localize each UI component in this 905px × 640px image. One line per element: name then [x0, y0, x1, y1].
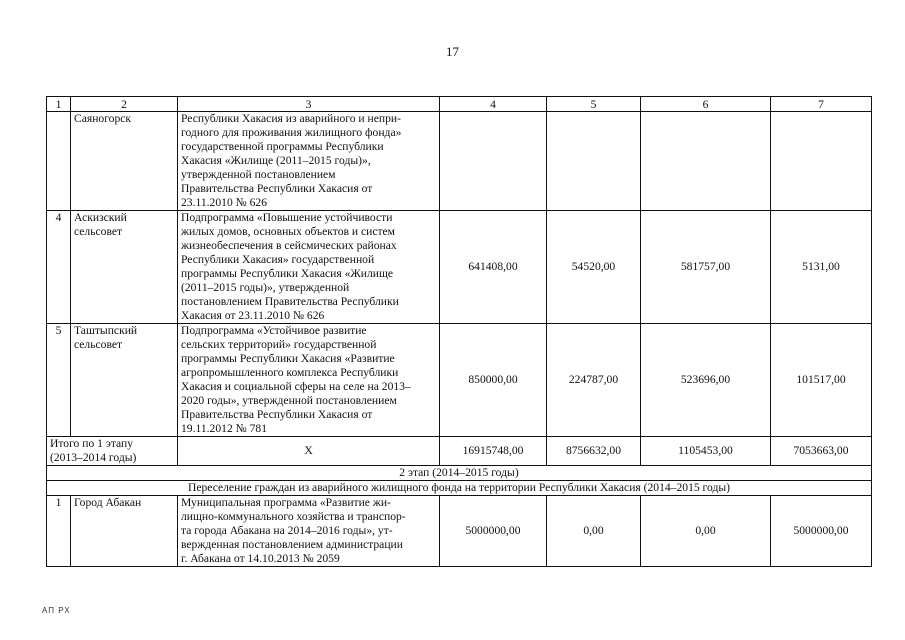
- program-line: Хакасия и социальной сферы на селе на 2013–: [181, 380, 411, 393]
- amount-col5: 54520,00: [547, 211, 641, 324]
- column-header: 2: [71, 97, 178, 112]
- table-row-askiz: [47, 211, 872, 324]
- program-description: [178, 324, 440, 437]
- program-line: г. Абакана от 14.10.2013 № 2059: [181, 552, 340, 565]
- program-line: агропромышленного комплекса Республики: [181, 366, 399, 379]
- total-col6: 1105453,00: [641, 437, 771, 466]
- program-line: годного для проживания жилищного фонда»: [181, 126, 402, 139]
- total-col7: 7053663,00: [771, 437, 872, 466]
- program-line: Правительства Республики Хакасия от: [181, 408, 373, 421]
- program-line: утвержденной постановлением: [181, 168, 336, 181]
- program-line: Правительства Республики Хакасия от: [181, 182, 373, 195]
- resettlement-heading: Переселение граждан из аварийного жилищного фонда на территории Республики Хакасия (2014–2015 годы): [47, 481, 872, 496]
- resettlement-heading-row: [47, 481, 872, 496]
- amount-total: 850000,00: [440, 324, 547, 437]
- amount-total: 5000000,00: [440, 496, 547, 567]
- table-row-tashtyp: [47, 324, 872, 437]
- total-amount: 16915748,00: [440, 437, 547, 466]
- program-line: та города Абакана на 2014–2016 годы», ут-: [181, 524, 393, 537]
- row-number: 1: [47, 496, 71, 567]
- table-row-abakan: [47, 496, 872, 567]
- total-label: Итого по 1 этапу (2013–2014 годы): [47, 437, 178, 466]
- program-line: жизнеобеспечения в сейсмических районах: [181, 239, 397, 252]
- column-header: 5: [547, 97, 641, 112]
- program-line: лищно-коммунального хозяйства и транспор-: [181, 510, 406, 523]
- amount-col6: 523696,00: [641, 324, 771, 437]
- housing-program-table: [46, 96, 872, 567]
- stage2-heading-row: [47, 466, 872, 481]
- program-line: (2011–2015 годы)», утвержденной: [181, 281, 350, 294]
- table-row-stage1-total: [47, 437, 872, 466]
- column-header: 6: [641, 97, 771, 112]
- total-col5: 8756632,00: [547, 437, 641, 466]
- table-row-sayanogorsk-continued: [47, 112, 872, 211]
- program-description: [178, 496, 440, 567]
- program-line: постановлением Правительства Республики: [181, 295, 399, 308]
- page-number: 17: [446, 44, 459, 59]
- municipality-name: Город Абакан: [71, 496, 178, 567]
- program-line: 2020 годы», утвержденной постановлением: [181, 394, 397, 407]
- program-line: 23.11.2010 № 626: [181, 196, 267, 209]
- column-header: 4: [440, 97, 547, 112]
- program-line: Республики Хакасия» государственной: [181, 253, 375, 266]
- program-line: программы Республики Хакасия «Развитие: [181, 352, 395, 365]
- column-header: 3: [178, 97, 440, 112]
- footer-mark: АП РХ: [42, 606, 71, 615]
- row-number: [47, 112, 71, 211]
- program-line: Подпрограмма «Устойчивое развитие: [181, 324, 367, 337]
- amount-col6: 0,00: [641, 496, 771, 567]
- stage2-heading: 2 этап (2014–2015 годы): [47, 466, 872, 481]
- row-number: 4: [47, 211, 71, 324]
- municipality-name: Аскизский сельсовет: [71, 211, 178, 324]
- municipality-name: Саяногорск: [71, 112, 178, 211]
- municipality-name: Таштыпский сельсовет: [71, 324, 178, 437]
- program-line: Хакасия «Жилище (2011–2015 годы)»,: [181, 154, 371, 167]
- amount-col5: 0,00: [547, 496, 641, 567]
- amount-total: 641408,00: [440, 211, 547, 324]
- amount-col7: 5131,00: [771, 211, 872, 324]
- program-line: государственной программы Республики: [181, 140, 384, 153]
- program-line: Муниципальная программа «Развитие жи-: [181, 496, 391, 509]
- program-line: жилых домов, основных объектов и систем: [181, 225, 396, 238]
- program-description: [178, 211, 440, 324]
- total-x-mark: Х: [178, 437, 440, 466]
- amount-col6: 581757,00: [641, 211, 771, 324]
- program-line: 19.11.2012 № 781: [181, 422, 267, 435]
- program-line: сельских территорий» государственной: [181, 338, 377, 351]
- column-header: 7: [771, 97, 872, 112]
- program-line: Хакасия от 23.11.2010 № 626: [181, 309, 325, 322]
- row-number: 5: [47, 324, 71, 437]
- program-description: [178, 112, 440, 211]
- column-number-row: [47, 97, 872, 112]
- program-line: программы Республики Хакасия «Жилище: [181, 267, 394, 280]
- program-line: Республики Хакасия из аварийного и непри-: [181, 112, 401, 125]
- program-line: вержденная постановлением администрации: [181, 538, 403, 551]
- amount-col7: 101517,00: [771, 324, 872, 437]
- amount-col7: 5000000,00: [771, 496, 872, 567]
- program-line: Подпрограмма «Повышение устойчивости: [181, 211, 393, 224]
- amount-col5: 224787,00: [547, 324, 641, 437]
- column-header: 1: [47, 97, 71, 112]
